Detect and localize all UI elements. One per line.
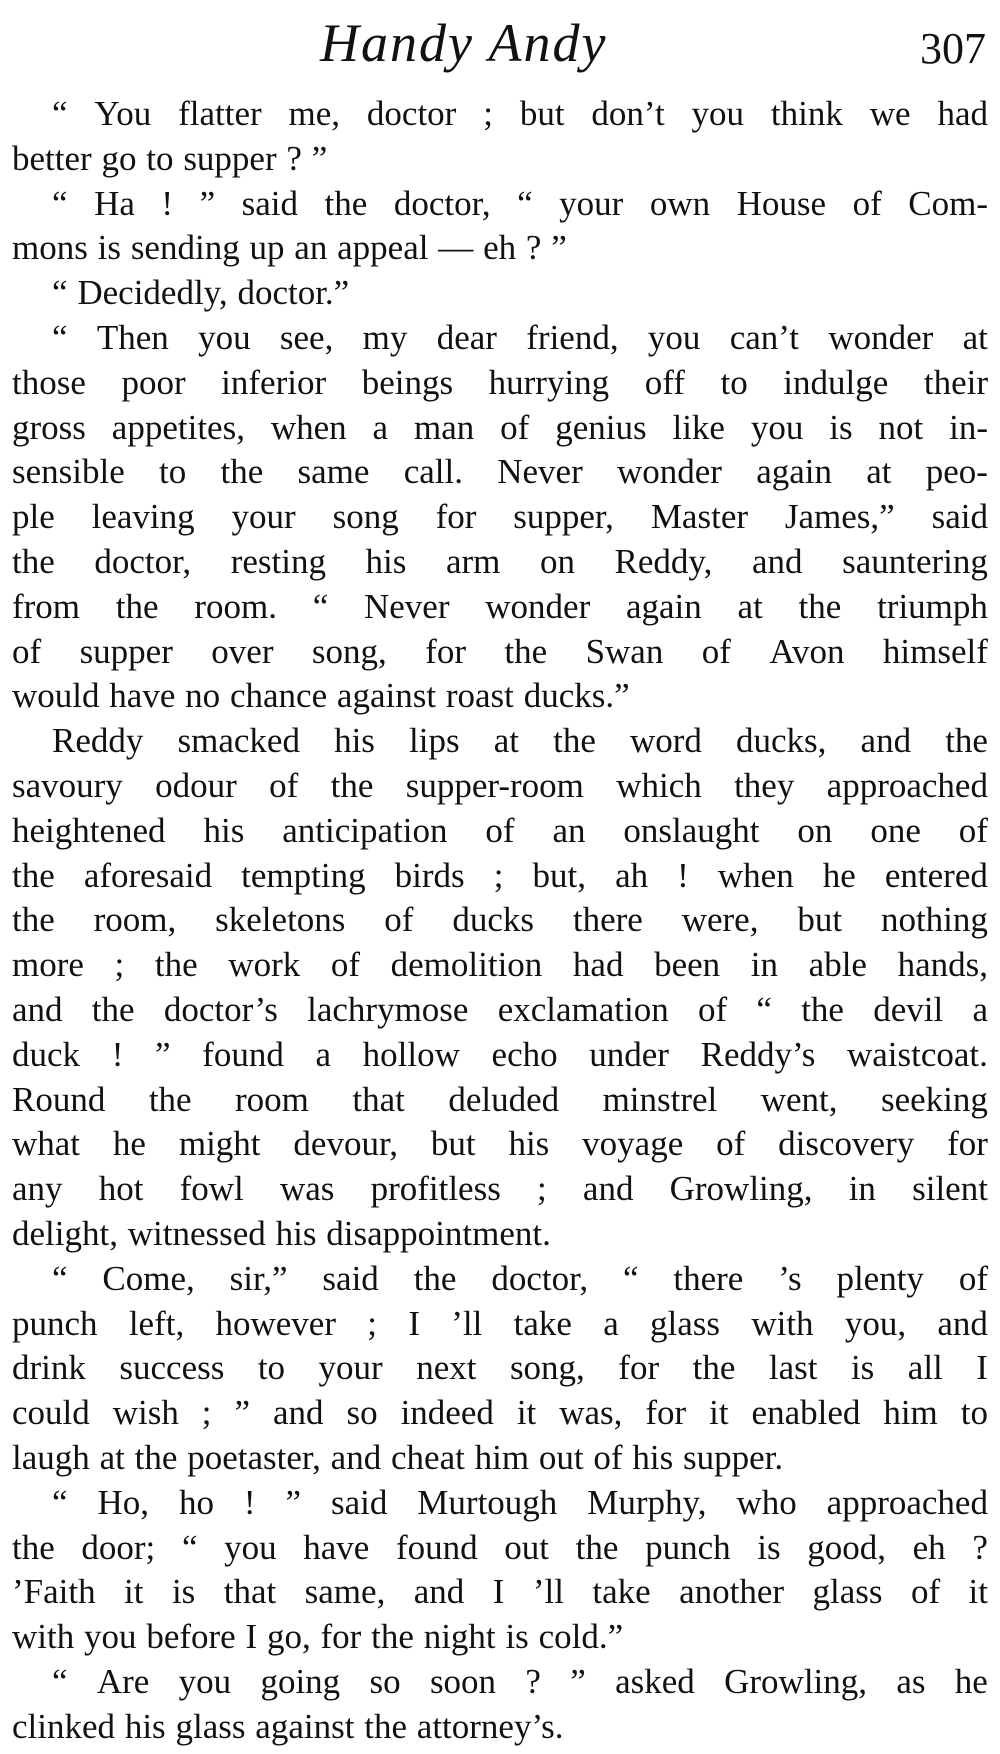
text-line: mons is sending up an appeal — eh ? ” — [12, 228, 567, 268]
text-line: more ; the work of demolition had been in able hands, — [12, 945, 988, 985]
text-line: ple leaving your song for supper, Master James,” said — [12, 497, 988, 537]
text-line: what he might devour, but his voyage of discovery for — [12, 1124, 988, 1164]
text-line: those poor inferior beings hurrying off to indulge their — [12, 362, 988, 402]
text-line: the doctor, resting his arm on Reddy, and sauntering — [12, 541, 988, 581]
text-line: savoury odour of the supper-room which they approached — [12, 765, 988, 805]
text-line: and the doctor’s lachrymose exclamation of “ the devil a — [12, 989, 988, 1029]
text-line: better go to supper ? ” — [12, 138, 328, 178]
text-line: sensible to the same call. Never wonder again at peo- — [12, 452, 988, 492]
text-line: clinked his glass against the attorney’s. — [12, 1706, 564, 1746]
text-line: “ Decidedly, doctor.” — [52, 273, 350, 313]
text-line: “ You flatter me, doctor ; but don’t you think we had — [52, 94, 988, 133]
text-line: could wish ; ” and so indeed it was, for it enabled him to — [12, 1393, 988, 1433]
text-line: gross appetites, when a man of genius like you is not in- — [12, 407, 988, 447]
text-line: Round the room that deluded minstrel went, seeking — [12, 1079, 988, 1119]
text-line: heightened his anticipation of an onslaught on one of — [12, 810, 988, 850]
text-line: of supper over song, for the Swan of Avon himself — [12, 631, 988, 671]
text-line: from the room. “ Never wonder again at the triumph — [12, 586, 988, 626]
text-line: would have no chance against roast ducks.” — [12, 676, 630, 716]
text-line: drink success to your next song, for the last is all I — [12, 1348, 988, 1388]
text-line: laugh at the poetaster, and cheat him out of his supper. — [12, 1437, 784, 1477]
text-line: “ Ha ! ” said the doctor, “ your own House of Com- — [52, 183, 988, 223]
text-line: punch left, however ; I ’ll take a glass with you, and — [12, 1303, 988, 1343]
text-line: “ Ho, ho ! ” said Murtough Murphy, who approached — [52, 1482, 988, 1522]
page-header — [0, 8, 1000, 78]
page-number: 307 — [920, 24, 986, 73]
text-line: the aforesaid tempting birds ; but, ah ! when he entered — [12, 855, 988, 895]
text-line: duck ! ” found a hollow echo under Reddy’s waistcoat. — [12, 1034, 988, 1074]
text-line: “ Are you going so soon ? ” asked Growling, as he — [52, 1661, 988, 1701]
text-line: with you before I go, for the night is cold.” — [12, 1617, 624, 1657]
text-line: the door; “ you have found out the punch is good, eh ? — [12, 1527, 988, 1567]
text-line: “ Then you see, my dear friend, you can’t wonder at — [52, 317, 988, 357]
text-line: Reddy smacked his lips at the word ducks, and the — [52, 721, 988, 761]
text-line: any hot fowl was profitless ; and Growling, in silent — [12, 1169, 988, 1209]
body-text — [12, 92, 988, 1749]
running-title: Handy Andy — [320, 13, 608, 73]
text-line: the room, skeletons of ducks there were, but nothing — [12, 900, 988, 940]
text-line: delight, witnessed his disappointment. — [12, 1213, 551, 1253]
text-line: “ Come, sir,” said the doctor, “ there ’s plenty of — [52, 1258, 988, 1298]
text-line: ’Faith it is that same, and I ’ll take another glass of it — [12, 1572, 988, 1612]
